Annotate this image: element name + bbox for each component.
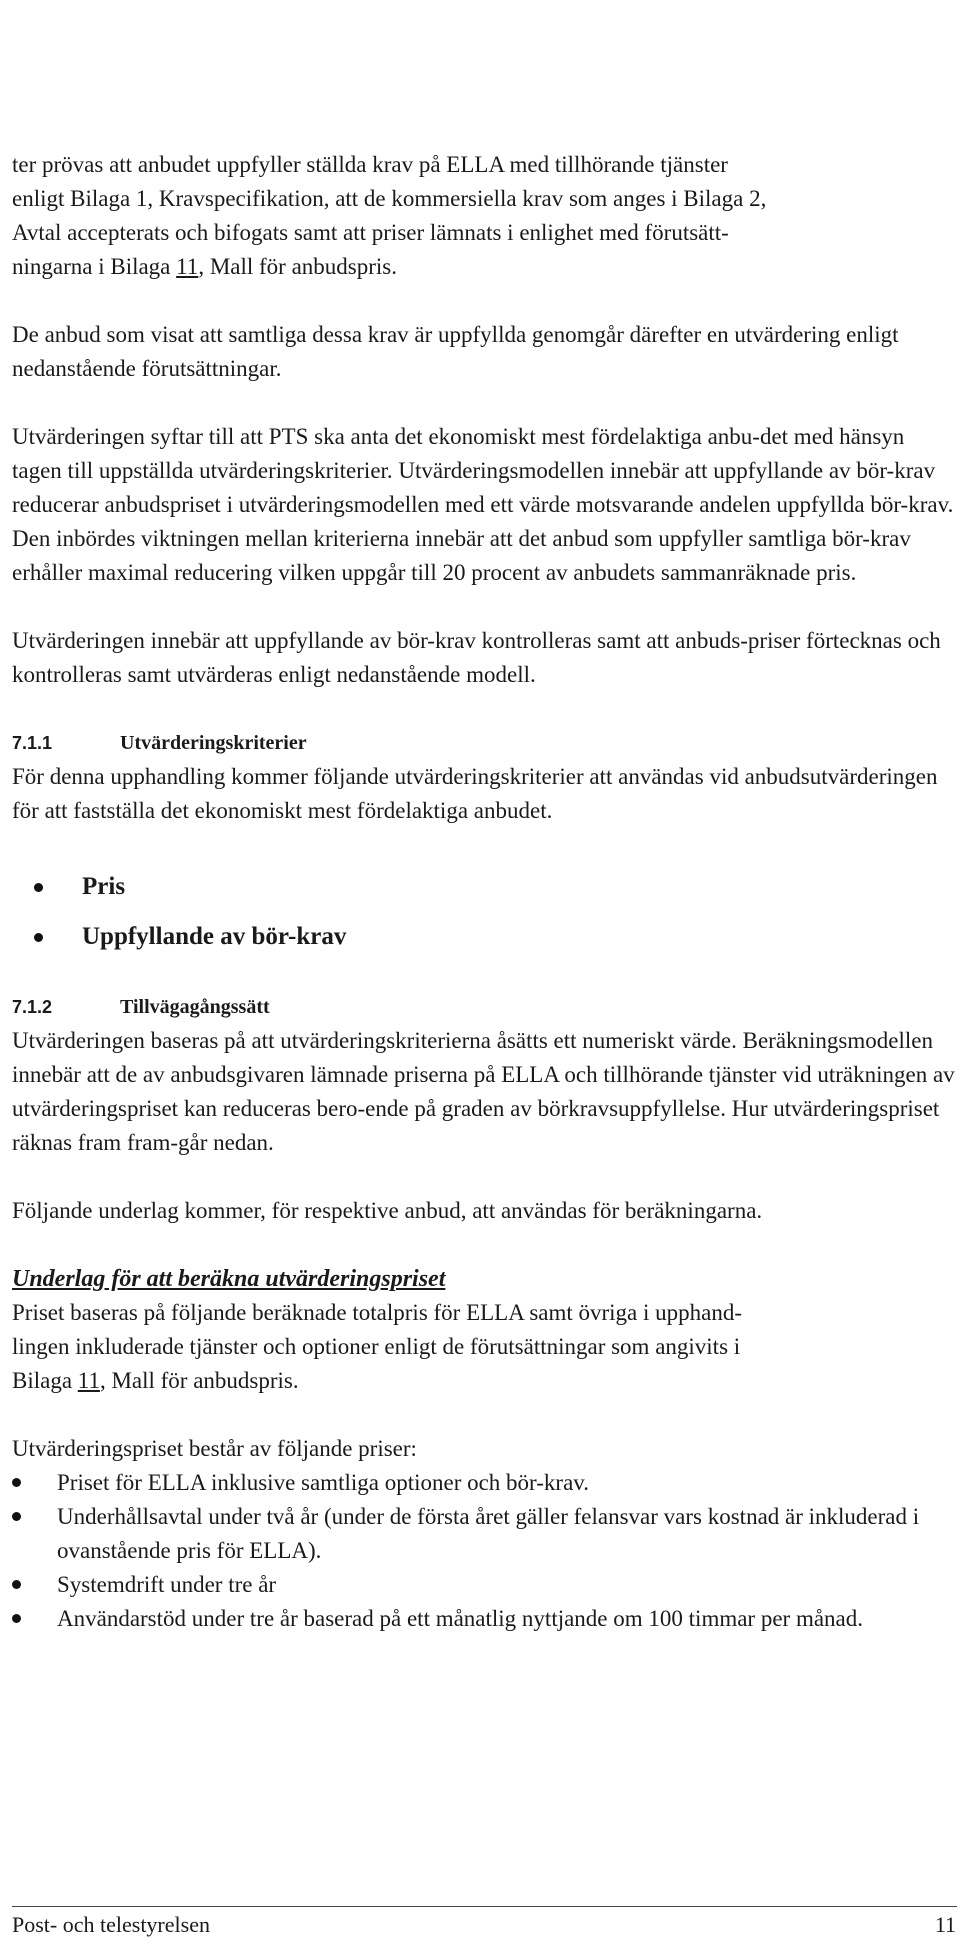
criterion-label: Pris [82,873,126,900]
bullet-icon [12,912,82,962]
section-heading-711 [12,726,957,760]
price-item-text: Systemdrift under tre år [57,1572,277,1597]
price-item-text: Priset för ELLA inklusive samtliga optioner och bör-krav. [57,1470,590,1495]
paragraph-2: De anbud som visat att samtliga dessa krav är uppfyllda genomgår därefter en utvärdering enligt nedanstående förutsättningar. [12,322,899,381]
list-item [12,862,957,912]
section-712-body: Utvärderingen baseras på att utvärderingskriterierna åsätts ett numeriskt värde. Beräkningsmodellen innebär att de av anbudsgivaren lämnade priserna på ELLA och tillhörande tjänster vid uträkningen av utvärderingspriset kan reduceras bero-ende på graden av börkravsuppfyllelse. Hur utvärderingspriset räknas fram fram-går nedan. [12,1028,955,1155]
underlag-line-3-post: , Mall för anbudspris. [99,1368,299,1393]
underlag-line-1: Priset baseras på följande beräknade totalpris för ELLA samt övriga i upphand- [12,1300,743,1325]
price-list [12,1466,957,1636]
bilaga-11-link-2[interactable]: 11 [77,1368,100,1393]
list-item [12,1602,957,1636]
bullet-icon [12,1568,57,1602]
bullet-icon [12,862,82,912]
intro-line-4-pre: ningarna i Bilaga [12,254,177,279]
section-number-712: 7.1.2 [12,997,53,1017]
list-item [12,1466,957,1500]
list-item [12,1568,957,1602]
footer-divider [12,1906,957,1907]
section-711-body: För denna upphandling kommer följande utvärderingskriterier att användas vid anbudsutvärderingen för att fastställa det ekonomiskt mest fördelaktiga anbudet. [12,764,938,823]
criterion-label: Uppfyllande av bör-krav [82,923,347,950]
price-item-text: Användarstöd under tre år baserad på ett månatlig nyttjande om 100 timmar per månad. [57,1606,864,1631]
bullet-icon [12,1466,57,1500]
price-item-text: Underhållsavtal under två år (under de första året gäller felansvar vars kostnad är inkluderad i ovanstående pris för ELLA). [57,1504,920,1563]
intro-line-3: Avtal accepterats och bifogats samt att priser lämnats i enlighet med förutsätt- [12,220,729,245]
list-item [12,1500,957,1568]
criteria-list [12,862,957,962]
underlag-heading: Underlag för att beräkna utvärderingspriset [12,1266,446,1292]
underlag-body [12,1296,957,1398]
price-list-intro: Utvärderingspriset består av följande priser: [12,1436,417,1461]
footer-page-number: 11 [934,1912,956,1937]
underlag-line-3-pre: Bilaga [12,1368,78,1393]
intro-line-4-post: , Mall för anbudspris. [198,254,397,279]
bilaga-11-link[interactable]: 11 [176,254,199,279]
section-712-body-2: Följande underlag kommer, för respektive anbud, att användas för beräkningarna. [12,1198,763,1223]
bullet-icon [12,1500,57,1568]
document-body [12,148,957,1636]
section-heading-712 [12,990,957,1024]
intro-line-1: ter prövas att anbudet uppfyller ställda krav på ELLA med tillhörande tjänster [12,152,728,177]
bullet-icon [12,1602,57,1636]
section-number-711: 7.1.1 [12,733,53,753]
list-item [12,912,957,962]
paragraph-4: Utvärderingen innebär att uppfyllande av bör-krav kontrolleras samt att anbuds-priser förtecknas och kontrolleras samt utvärderas enligt nedanstående modell. [12,628,941,687]
section-title-712: Tillvägagångssätt [120,996,270,1018]
section-title-711: Utvärderingskriterier [120,732,307,754]
intro-paragraph [12,148,957,284]
footer-organization: Post- och telestyrelsen [12,1912,210,1937]
underlag-line-2: lingen inkluderade tjänster och optioner enligt de förutsättningar som angivits i [12,1334,741,1359]
intro-line-2: enligt Bilaga 1, Kravspecifikation, att de kommersiella krav som anges i Bilaga 2, [12,186,767,211]
paragraph-3: Utvärderingen syftar till att PTS ska anta det ekonomiskt mest fördelaktiga anbu-det med hänsyn tagen till uppställda utvärderingskriterier. Utvärderingsmodellen innebär att uppfyllande av bör-krav reducerar anbudspriset i utvärderingsmodellen med ett värde motsvarande andelen uppfyllda bör-krav. Den inbördes viktningen mellan kriterierna innebär att det anbud som uppfyller samtliga bör-krav erhåller maximal reducering vilken uppgår till 20 procent av anbudets sammanräknade pris. [12,424,954,585]
